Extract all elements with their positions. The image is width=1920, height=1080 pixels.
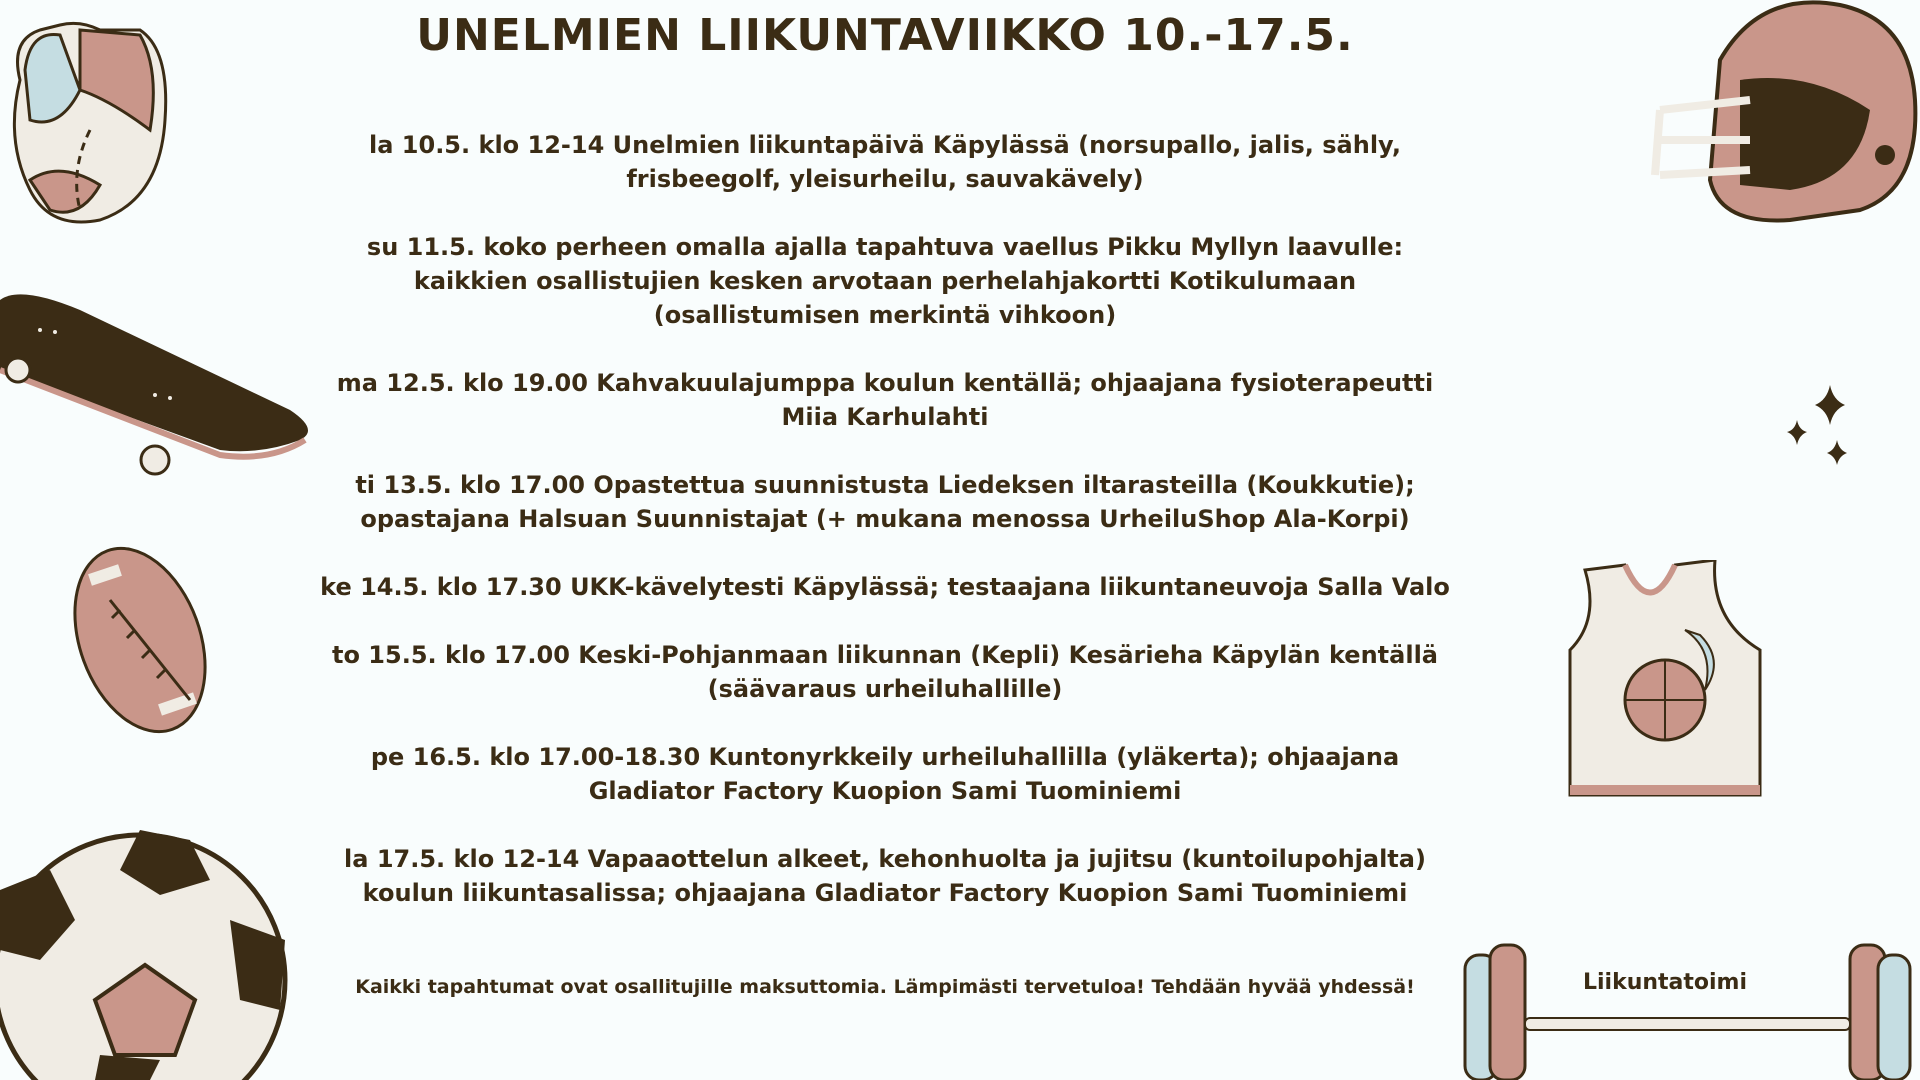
sparkle-icon <box>1785 385 1855 475</box>
event-line: to 15.5. klo 17.00 Keski-Pohjanmaan liikunnan (Kepli) Kesärieha Käpylän kentällä <box>331 641 1438 669</box>
event-item <box>300 570 1470 604</box>
event-line: su 11.5. koko perheen omalla ajalla tapahtuva vaellus Pikku Myllyn laavulle: <box>366 233 1404 261</box>
event-line: frisbeegolf, yleisurheilu, sauvakävely) <box>626 165 1144 193</box>
event-item <box>300 366 1470 434</box>
event-line: ke 14.5. klo 17.30 UKK-kävelytesti Käpylässä; testaajana liikuntaneuvoja Salla Valo <box>320 573 1450 601</box>
soccer-ball-icon <box>0 800 300 1080</box>
event-line: (osallistumisen merkintä vihkoon) <box>653 301 1117 329</box>
event-line: Gladiator Factory Kuopion Sami Tuominiemi <box>588 777 1182 805</box>
event-list <box>300 128 1470 944</box>
page-title: UNELMIEN LIIKUNTAVIIKKO 10.-17.5. <box>416 10 1354 61</box>
event-item <box>300 128 1470 196</box>
event-item <box>300 740 1470 808</box>
event-line: kaikkien osallistujien kesken arvotaan perhelahjakortti Kotikulumaan <box>413 267 1357 295</box>
event-line: Miia Karhulahti <box>781 403 989 431</box>
event-line: koulun liikuntasalissa; ohjaajana Gladiator Factory Kuopion Sami Tuominiemi <box>362 879 1408 907</box>
event-line: la 17.5. klo 12-14 Vapaaottelun alkeet, kehonhuolta ja jujitsu (kuntoilupohjalta) <box>344 845 1426 873</box>
event-item <box>300 468 1470 536</box>
event-line: ti 13.5. klo 17.00 Opastettua suunnistusta Liedeksen iltarasteilla (Koukkutie); <box>355 471 1415 499</box>
footer-note: Kaikki tapahtumat ovat osallitujille maksuttomia. Lämpimästi tervetuloa! Tehdään hyvää yhdessä! <box>355 976 1415 998</box>
signature: Liikuntatoimi <box>1582 970 1748 995</box>
event-item <box>300 230 1470 332</box>
basketball-jersey-icon <box>1565 560 1765 810</box>
event-line: opastajana Halsuan Suunnistajat (+ mukana menossa UrheiluShop Ala-Korpi) <box>360 505 1410 533</box>
event-item <box>300 842 1470 910</box>
skateboard-icon <box>0 290 320 490</box>
event-line: la 10.5. klo 12-14 Unelmien liikuntapäivä Käpylässä (norsupallo, jalis, sähly, <box>369 131 1401 159</box>
american-football-icon <box>60 540 220 740</box>
event-line: pe 16.5. klo 17.00-18.30 Kuntonyrkkeily urheiluhallilla (yläkerta); ohjaajana <box>370 743 1400 771</box>
event-line: ma 12.5. klo 19.00 Kahvakuulajumppa koulun kentällä; ohjaajana fysioterapeutti <box>336 369 1434 397</box>
event-line: (säävaraus urheiluhallille) <box>707 675 1063 703</box>
barbell-icon <box>1455 935 1920 1080</box>
event-item <box>300 638 1470 706</box>
